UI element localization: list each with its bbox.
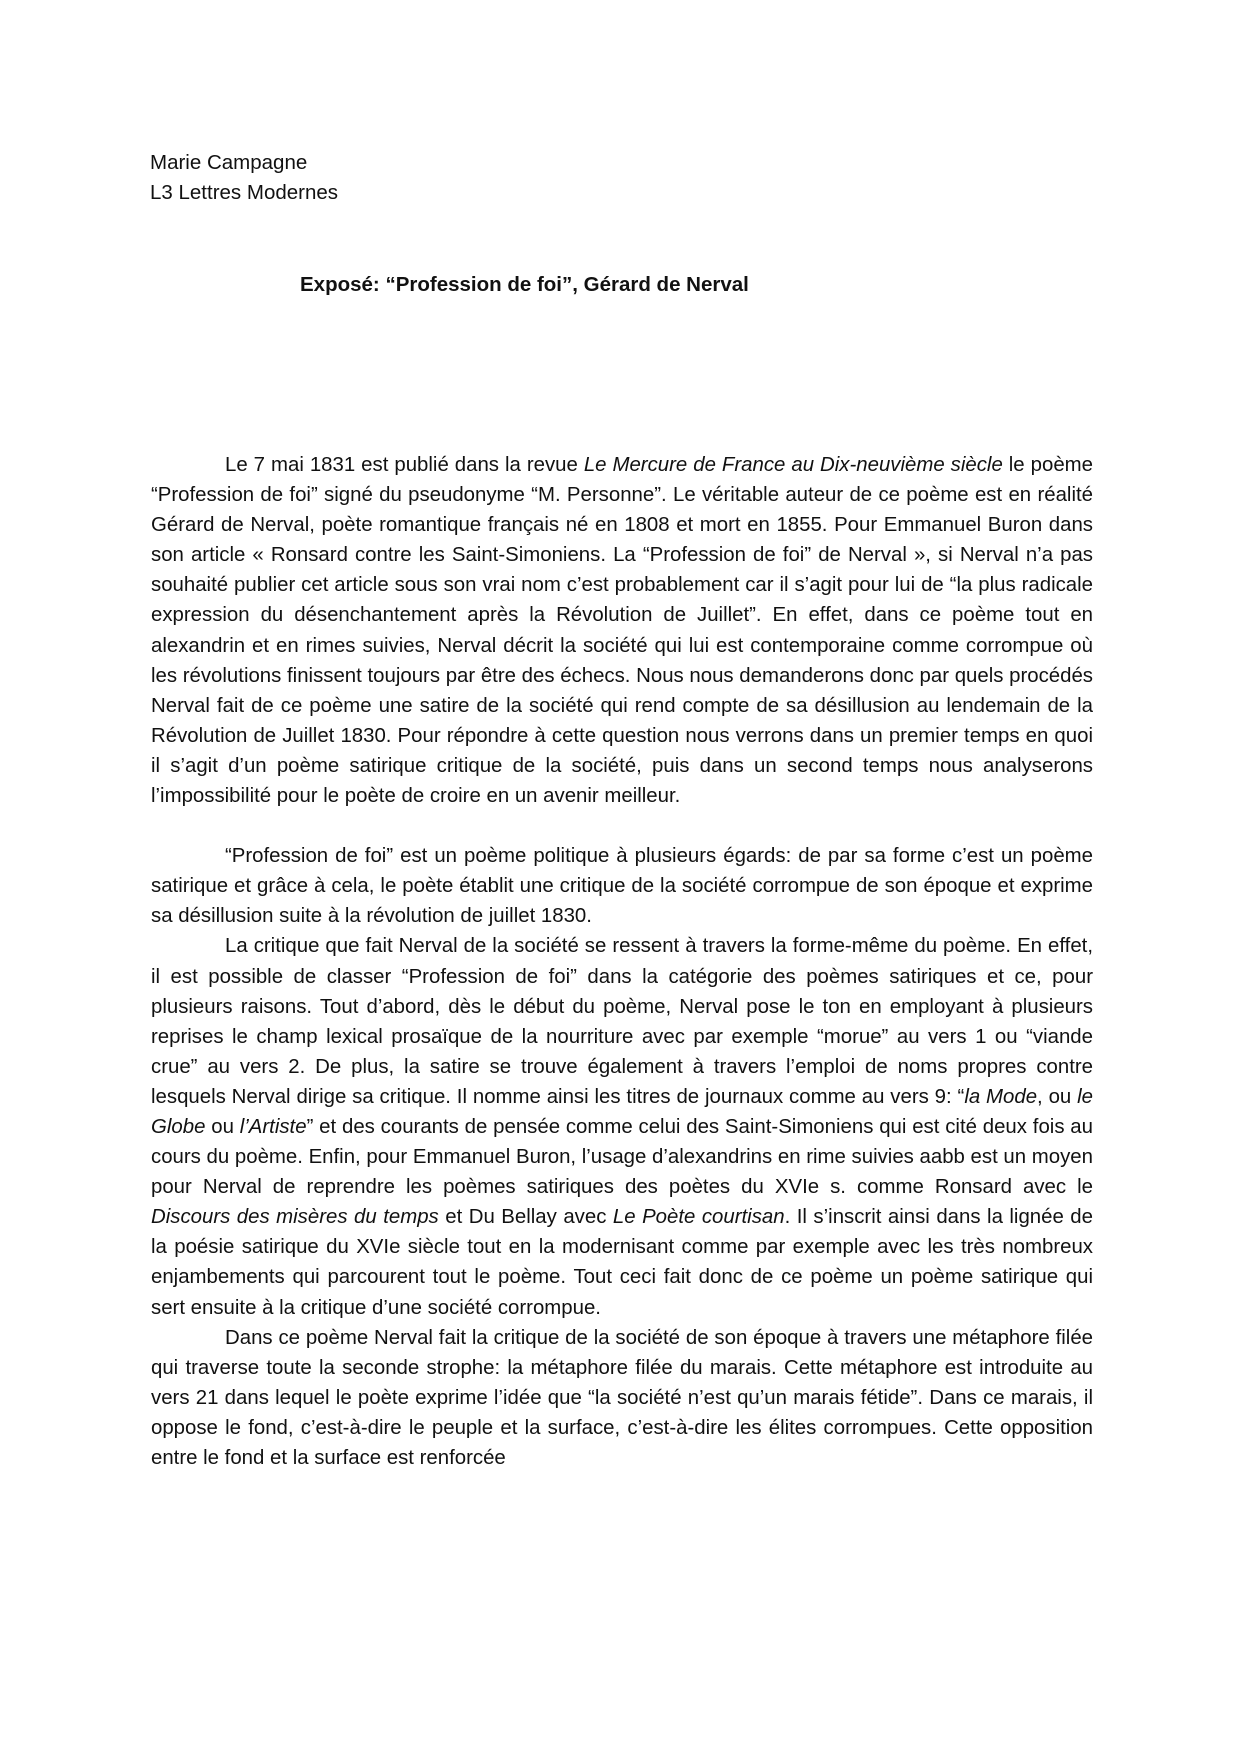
text-span: . Il s’inscrit ainsi dans la lignée de la poésie satirique du XVIe siècle tout en la modernisant comme par exemple avec les très nombreux enjambements qui parcourent tout le poème. Tout ceci fait donc de ce poème un poème satirique qui sert ensuite à la critique d’une société corrompue.	[151, 1206, 1093, 1319]
paragraph-introduction	[151, 450, 1093, 811]
document-body	[151, 450, 1093, 1473]
text-span: Dans ce poème Nerval fait la critique de la société de son époque à travers une métaphore filée qui traverse toute la seconde strophe: la métaphore filée du marais. Cette métaphore est introduite au vers 21 dans lequel le poète exprime l’idée que “la société n’est qu’un marais fétide”. Dans ce marais, il oppose le fond, c’est-à-dire le peuple et la surface, c’est-à-dire les élites corrompues. Cette opposition entre le fond et la surface est renforcée	[151, 1326, 1093, 1469]
text-span: , ou	[1037, 1085, 1078, 1108]
text-span: “Profession de foi” est un poème politique à plusieurs égards: de par sa forme c’est un poème satirique et grâce à cela, le poète établit une critique de la société corrompue de son époque et exprime sa désillusion suite à la révolution de juillet 1830.	[151, 845, 1093, 928]
author-program: L3 Lettres Modernes	[150, 181, 339, 204]
document-title: Exposé: “Profession de foi”, Gérard de Nerval	[300, 273, 749, 296]
italic-work-title: Discours des misères du temps	[151, 1206, 439, 1229]
italic-work-title: Le Poète courtisan	[612, 1206, 785, 1229]
text-span: le poème “Profession de foi” signé du pseudonyme “M. Personne”. Le véritable auteur de ce poème est en réalité Gérard de Nerval, poète romantique français né en 1808 et mort en 1855. Pour Emmanuel Buron dans son article « Ronsard contre les Saint-Simoniens. La “Profession de foi” de Nerval », si Nerval n’a pas souhaité publier cet article sous son vrai nom c’est probablement car il s’agit pour lui de “la plus radicale expression du désenchantement après la Révolution de Juillet”. En effet, dans ce poème tout en alexandrin et en rimes suivies, Nerval décrit la société qui lui est contemporaine comme corrompue où les révolutions finissent toujours par être des échecs. Nous nous demanderons donc par quels procédés Nerval fait de ce poème une satire de la société qui rend compte de sa désillusion au lendemain de la Révolution de Juillet 1830. Pour répondre à cette question nous verrons dans un premier temps en quoi il s’agit d’un poème satirique critique de la société, puis dans un second temps nous analyserons l’impossibilité pour le poète de croire en un avenir meilleur.	[151, 454, 1093, 808]
paragraph-marsh-metaphor	[151, 1323, 1093, 1473]
italic-journal-title: l’Artiste	[239, 1115, 307, 1138]
italic-journal-title: Le Mercure de France au Dix-neuvième siècle	[583, 454, 1003, 476]
paragraph-part-one-intro	[151, 841, 1093, 931]
author-name: Marie Campagne	[150, 151, 308, 174]
text-span: La critique que fait Nerval de la société se ressent à travers la forme-même du poème. En effet, il est possible de classer “Profession de foi” dans la catégorie des poèmes satiriques et ce, pour plusieurs raisons. Tout d’abord, dès le début du poème, Nerval pose le ton en employant à plusieurs reprises le champ lexical prosaïque de la nourriture avec par exemple “morue” au vers 1 ou “viande crue” au vers 2. De plus, la satire se trouve également à travers l’emploi de noms propres contre lesquels Nerval dirige sa critique. Il nomme ainsi les titres de journaux comme au vers 9: “	[151, 935, 1093, 1108]
text-span: et Du Bellay avec	[438, 1206, 613, 1229]
italic-journal-title: le Globe	[151, 1085, 1093, 1138]
text-span: ou	[205, 1115, 240, 1138]
paragraph-satirical-form	[151, 931, 1093, 1322]
author-header	[150, 148, 338, 208]
text-span: Le 7 mai 1831 est publié dans la revue	[225, 454, 584, 476]
italic-journal-title: la Mode	[964, 1085, 1038, 1108]
text-span: ” et des courants de pensée comme celui des Saint-Simoniens qui est cité deux fois au cours du poème. Enfin, pour Emmanuel Buron, l’usage d’alexandrins en rime suivies aabb est un moyen pour Nerval de reprendre les poèmes satiriques des poètes du XVIe s. comme Ronsard avec le	[151, 1115, 1093, 1199]
